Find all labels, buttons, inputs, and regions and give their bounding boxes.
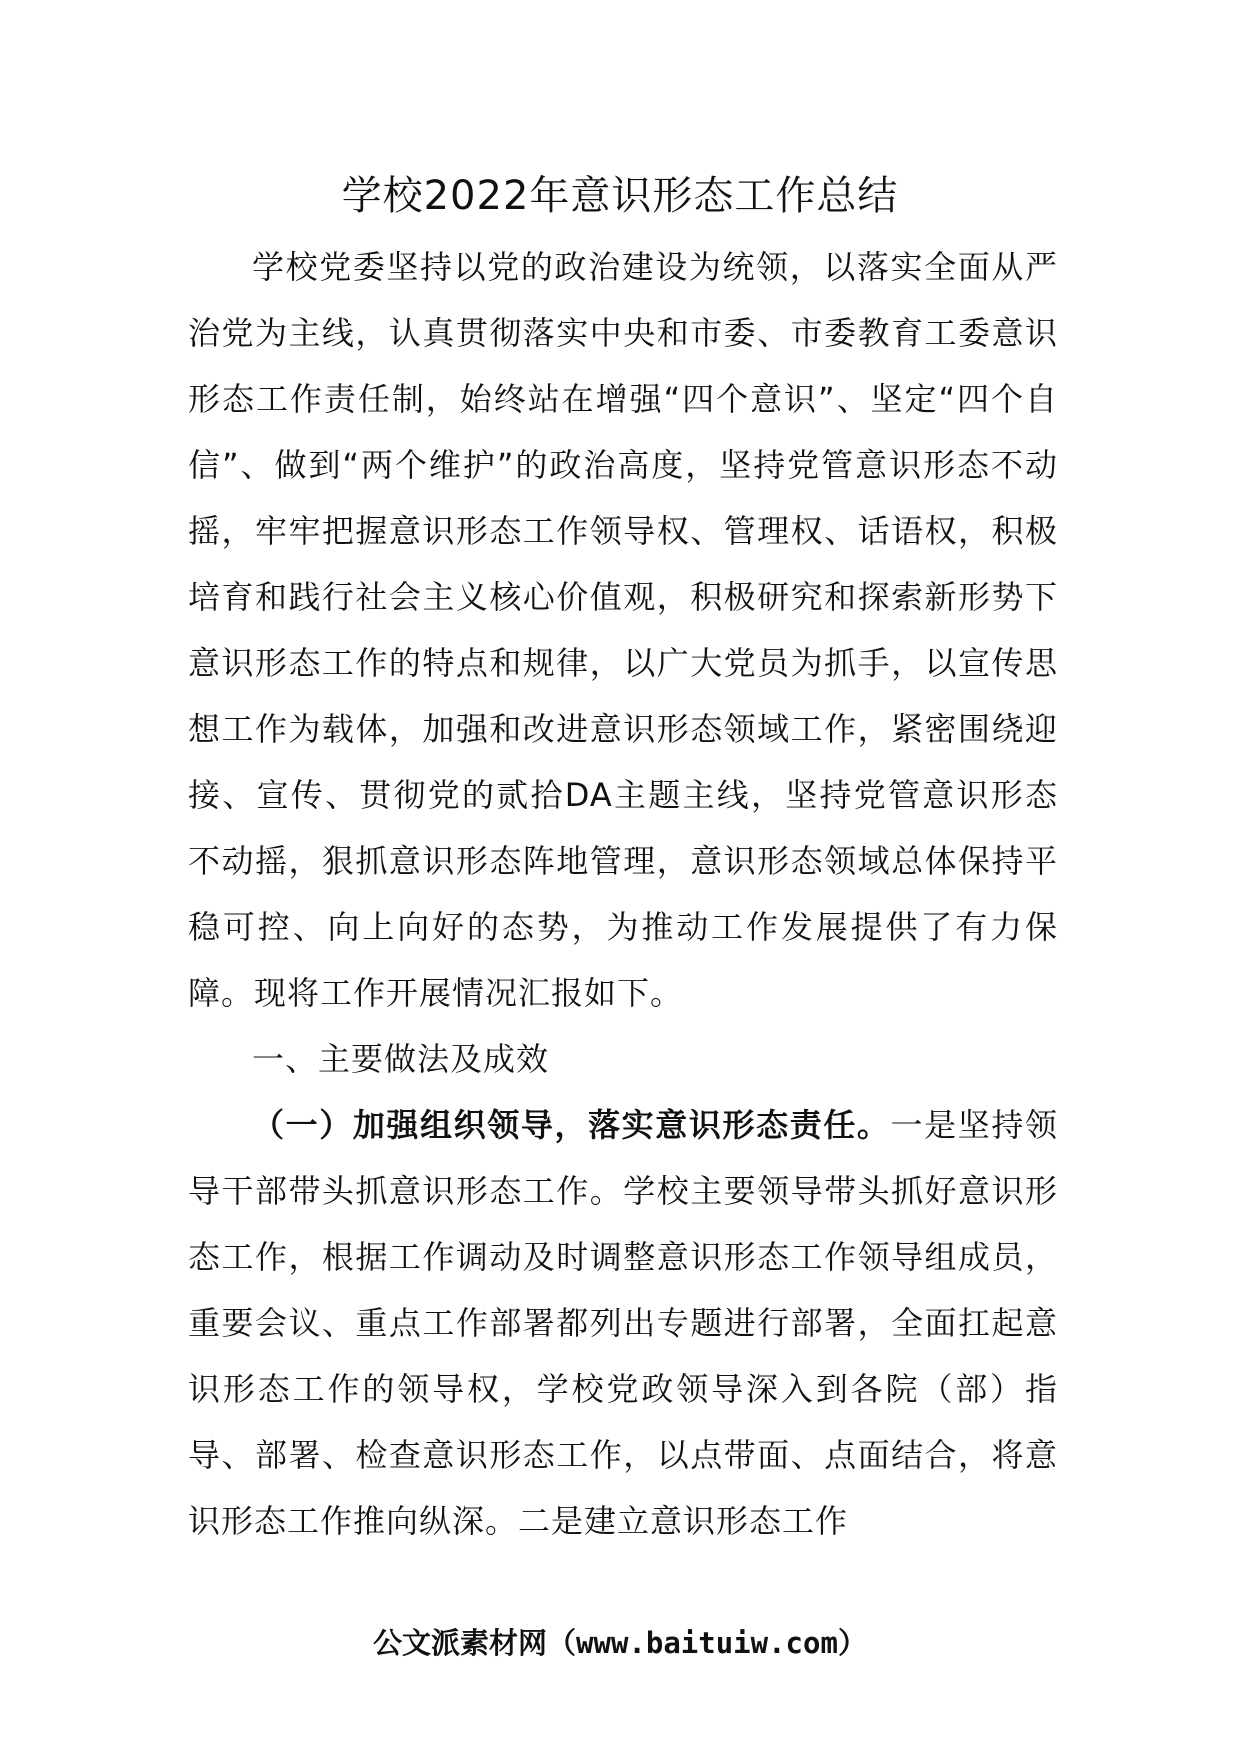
subsection-heading-organization: （一）加强组织领导，落实意识形态责任。 (252, 1106, 891, 1144)
intro-paragraph: 学校党委坚持以党的政治建设为统领，以落实全面从严治党为主线，认真贯彻落实中央和市委、市委教育工委意识形态工作责任制，始终站在增强“四个意识”、坚定“四个自信”、做到“两个维护”的政治高度，坚持党管意识形态不动摇，牢牢把握意识形态工作领导权、管理权、话语权，积极培育和践行社会主义核心价值观，积极研究和探索新形势下意识形态工作的特点和规律，以广大党员为抓手，以宣传思想工作为载体，加强和改进意识形态领域工作，紧密围绕迎接、宣传、贯彻党的贰拾DA主题主线，坚持党管意识形态不动摇，狠抓意识形态阵地管理，意识形态领域总体保持平稳可控、向上向好的态势，为推动工作发展提供了有力保障。现将工作开展情况汇报如下。 (188, 248, 1058, 1012)
footer-watermark (0, 1623, 1240, 1663)
section-heading-main-practices: 一、主要做法及成效 (252, 1040, 550, 1078)
subsection-body-text: 一是坚持领导干部带头抓意识形态工作。学校主要领导带头抓好意识形态工作，根据工作调动及时调整意识形态工作领导组成员，重要会议、重点工作部署都列出专题进行部署，全面扛起意识形态工作的领导权，学校党政领导深入到各院（部）指导、部署、检查意识形态工作，以点带面、点面结合，将意识形态工作推向纵深。二是建立意识形态工作 (188, 1106, 1058, 1540)
subsection-paragraph (188, 1092, 1058, 1554)
footer-site-name: 公文派素材网 (373, 1626, 548, 1660)
document-title: 学校2022年意识形态工作总结 (341, 173, 899, 219)
document-body (188, 234, 1058, 1554)
footer-site-url: （www.baituiw.com） (547, 1626, 867, 1660)
